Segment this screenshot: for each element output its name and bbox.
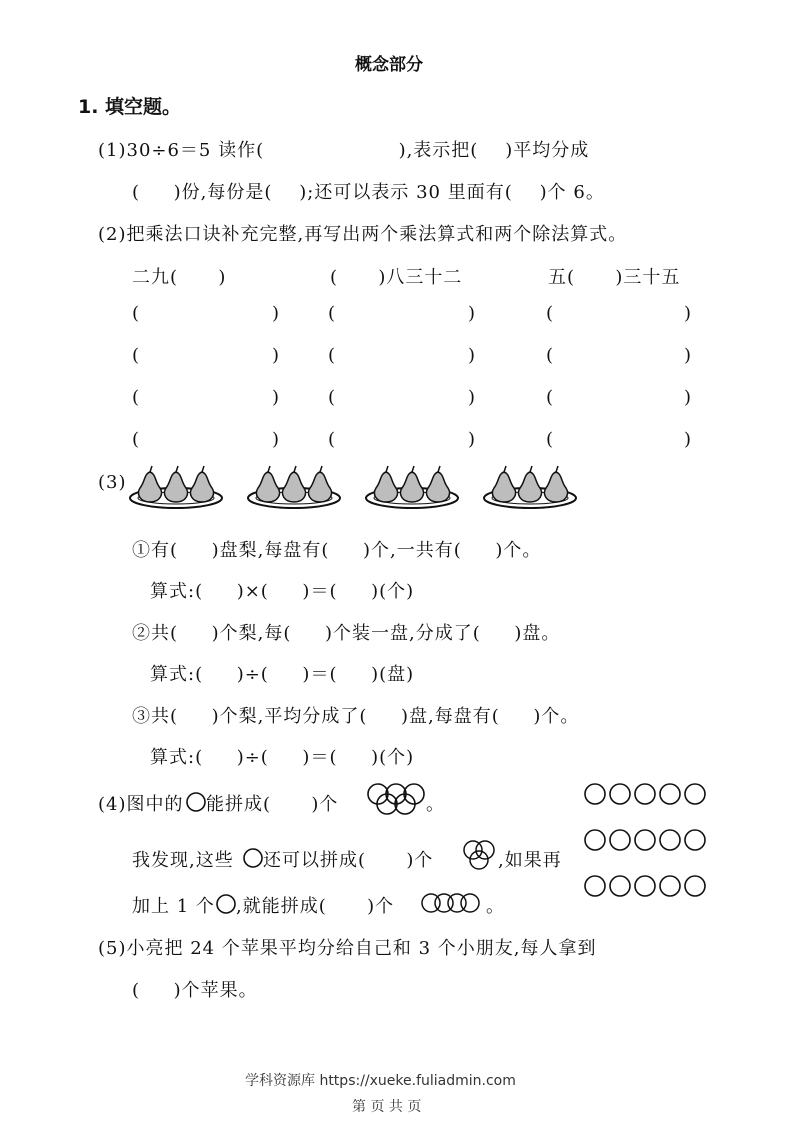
blank-open-paren: ( (546, 303, 554, 324)
grid-circle (585, 876, 605, 896)
grid-circle (610, 830, 630, 850)
single-circle-icon (216, 894, 236, 914)
blank-close-paren: ) (272, 345, 280, 366)
blank-close-paren: ) (684, 303, 692, 324)
q2-col2-head: ( )八三十二 (330, 267, 463, 288)
circle-grid-image (584, 782, 714, 902)
q5-line1: (5)小亮把 24 个苹果平均分给自己和 3 个小朋友,每人拿到 (98, 938, 597, 959)
q3-part1: ①有( )盘梨,每盘有( )个,一共有( )个。 (132, 540, 542, 561)
q3-part2-formula: 算式:( )÷( )＝( )(盘) (150, 664, 415, 685)
grid-circle (585, 784, 605, 804)
page-title: 概念部分 (355, 55, 423, 75)
blank-close-paren: ) (468, 345, 476, 366)
blank-close-paren: ) (272, 303, 280, 324)
q4-line3-a: 加上 1 个 (132, 896, 215, 917)
blank-close-paren: ) (684, 387, 692, 408)
section-heading: 1. 填空题。 (78, 96, 182, 118)
blank-close-paren: ) (468, 387, 476, 408)
single-circle-icon (243, 848, 263, 868)
grid-circle (610, 784, 630, 804)
q4-line3-b: ,就能拼成( )个 (236, 896, 395, 917)
q3-part3-formula: 算式:( )÷( )＝( )(个) (150, 747, 415, 768)
grid-circle (610, 876, 630, 896)
q4-line1-c: 。 (426, 794, 445, 815)
q3-part3: ③共( )个梨,平均分成了( )盘,每盘有( )个。 (132, 706, 580, 727)
blank-open-paren: ( (132, 387, 140, 408)
q1-line1: (1)30÷6＝5 读作( ),表示把( )平均分成 (98, 140, 590, 161)
blank-close-paren: ) (272, 387, 280, 408)
grid-circle (660, 830, 680, 850)
grid-circle (685, 830, 705, 850)
blank-close-paren: ) (272, 429, 280, 450)
q3-label: (3) (98, 472, 127, 493)
q4-line1-b: 能拼成( )个 (206, 794, 339, 815)
footer-source: 学科资源库 https://xueke.fuliadmin.com (245, 1073, 516, 1089)
q1-line2: ( )份,每份是( );还可以表示 30 里面有( )个 6。 (132, 182, 605, 203)
blank-open-paren: ( (132, 303, 140, 324)
single-circle-icon (186, 792, 206, 812)
grid-circle (685, 784, 705, 804)
q4-line2-a: 我发现,这些 (132, 850, 234, 871)
grid-circle (635, 876, 655, 896)
grid-circle (660, 784, 680, 804)
blank-open-paren: ( (328, 303, 336, 324)
pear-plate (366, 466, 458, 508)
q4-line1-a: (4)图中的 (98, 794, 184, 815)
grid-circle (635, 830, 655, 850)
q4-line3-c: 。 (486, 896, 505, 917)
olympic-rings-icon (366, 782, 426, 818)
three-circles-icon (463, 840, 497, 874)
q5-line2: ( )个苹果。 (132, 980, 258, 1001)
blank-open-paren: ( (328, 345, 336, 366)
blank-close-paren: ) (684, 429, 692, 450)
blank-close-paren: ) (468, 303, 476, 324)
blank-open-paren: ( (132, 429, 140, 450)
q4-line2-c: ,如果再 (498, 850, 562, 871)
q2-col3-head: 五( )三十五 (548, 267, 681, 288)
blank-open-paren: ( (546, 345, 554, 366)
grid-circle (685, 876, 705, 896)
blank-open-paren: ( (328, 429, 336, 450)
blank-open-paren: ( (132, 345, 140, 366)
q4-line2-b: 还可以拼成( )个 (263, 850, 434, 871)
pear-plate (248, 466, 340, 508)
blank-close-paren: ) (684, 345, 692, 366)
blank-close-paren: ) (468, 429, 476, 450)
four-rings-chain-icon (420, 893, 484, 915)
grid-circle (660, 876, 680, 896)
q3-part1-formula: 算式:( )×( )＝( )(个) (150, 581, 415, 602)
grid-circle (585, 830, 605, 850)
pear-plates-image (128, 462, 608, 522)
q2-col1-head: 二九( ) (132, 267, 227, 288)
q2-intro: (2)把乘法口诀补充完整,再写出两个乘法算式和两个除法算式。 (98, 224, 628, 245)
blank-open-paren: ( (546, 429, 554, 450)
grid-circle (635, 784, 655, 804)
q3-part2: ②共( )个梨,每( )个装一盘,分成了( )盘。 (132, 623, 561, 644)
footer-page: 第 页 共 页 (352, 1099, 422, 1115)
blank-open-paren: ( (546, 387, 554, 408)
pear-plate (484, 466, 576, 508)
pear-plate (130, 466, 222, 508)
blank-open-paren: ( (328, 387, 336, 408)
